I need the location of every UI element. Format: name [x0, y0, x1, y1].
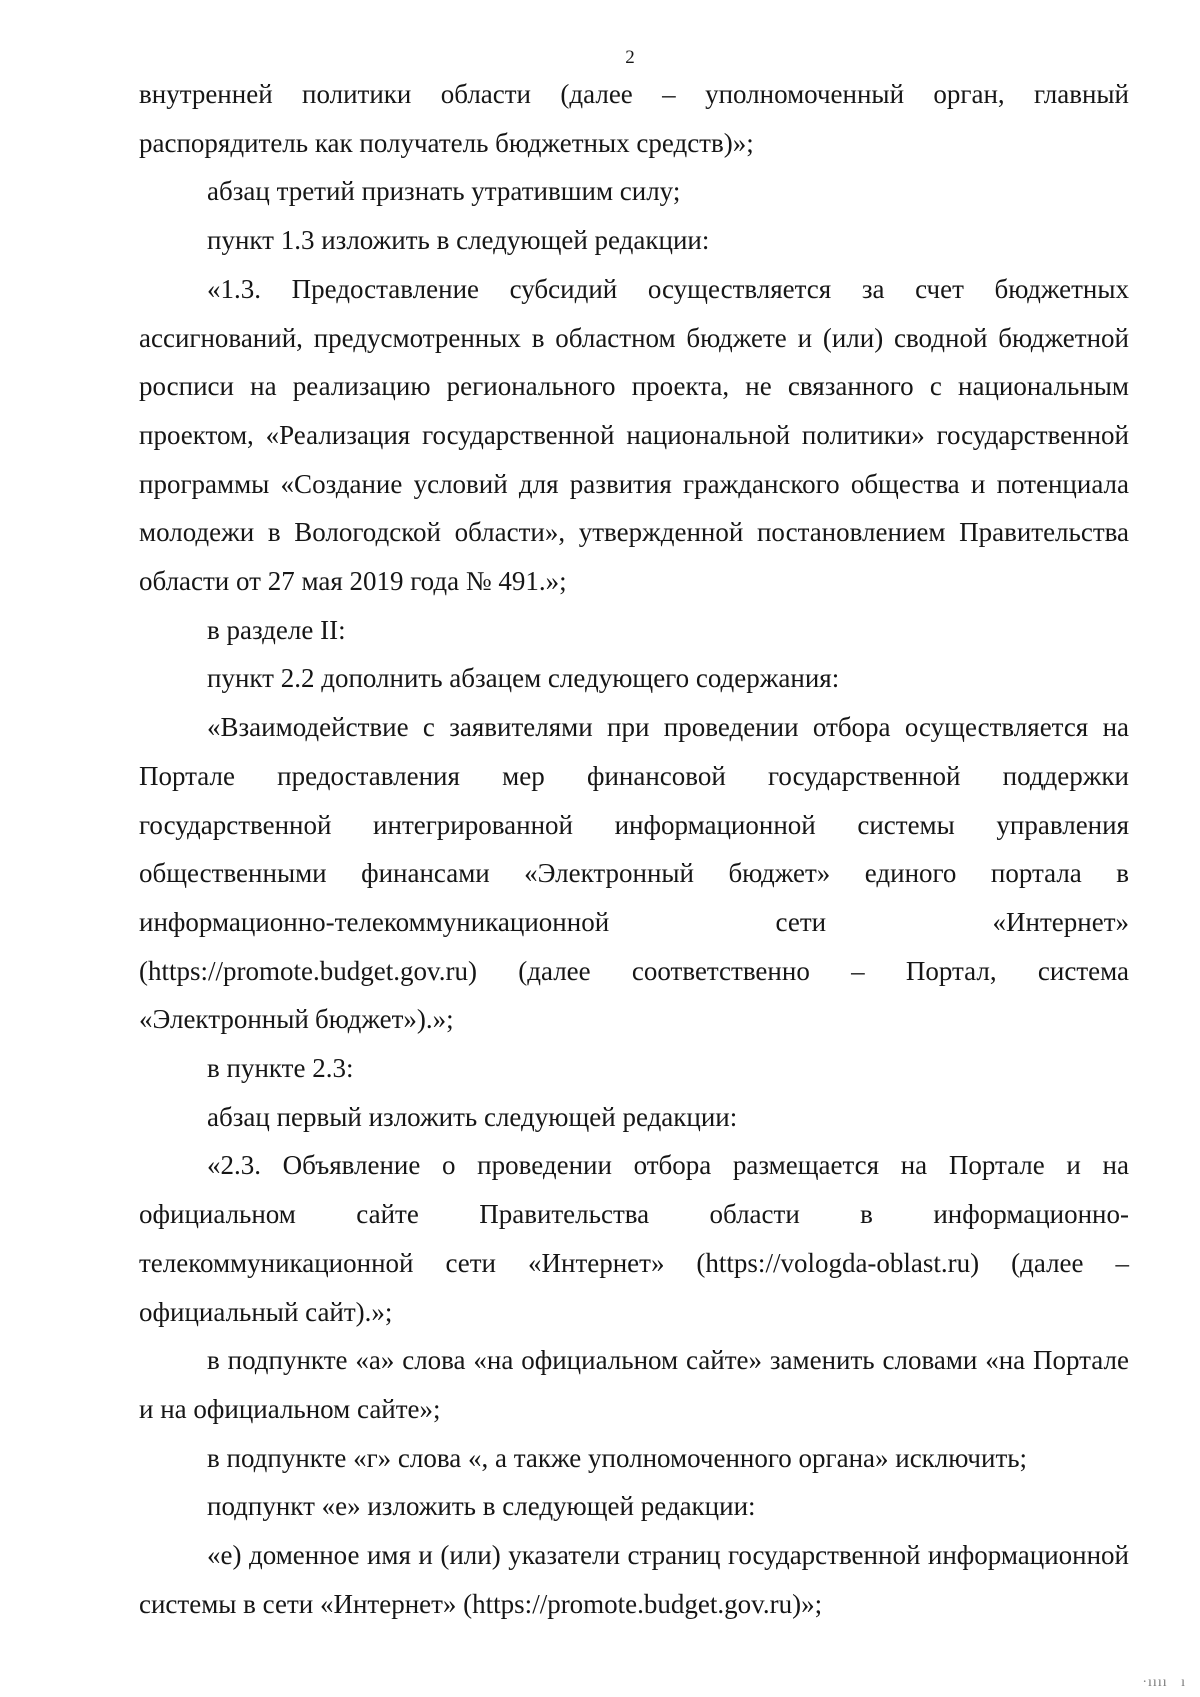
paragraph-podpunkt-e: подпункт «е» изложить в следующей редакции:: [207, 1491, 756, 1522]
scan-artifact-marks: ·ıııı ı: [1142, 1675, 1186, 1690]
paragraph-abzac-first: абзац первый изложить следующей редакции:: [207, 1101, 738, 1132]
paragraph-quote-2-2: «Взаимодействие с заявителями при проведении отбора осуществляется на Портале предоставления мер финансовой государственной поддержки государственной интегрированной информационной системы управления общественными финансами «Электронный бюджет» единого портала в информационно-телекоммуникационной сети «Интернет» (https://promote.budget.gov.ru) (далее соответственно – Портал, система «Электронный бюджет»).»;: [139, 712, 1129, 1035]
document-body: [139, 70, 1129, 1629]
paragraph-quote-1-3: «1.3. Предоставление субсидий осуществляется за счет бюджетных ассигнований, предусмотренных в областном бюджете и (или) сводной бюджетной росписи на реализацию регионального проекта, не связанного с национальным проектом, «Реализация государственной национальной политики» государственной программы «Создание условий для развития гражданского общества и потенциала молодежи в Вологодской области», утвержденной постановлением Правительства области от 27 мая 2019 года № 491.»;: [139, 273, 1129, 597]
paragraph-podpunkt-a: в подпункте «а» слова «на официальном сайте» заменить словами «на Портале и на официальном сайте»;: [139, 1345, 1129, 1424]
paragraph-continuation: внутренней политики области (далее – уполномоченный орган, главный распорядитель как получатель бюджетных средств)»;: [139, 79, 1129, 158]
page-number: 2: [625, 47, 635, 68]
paragraph-abzac-third: абзац третий признать утратившим силу;: [207, 176, 681, 207]
paragraph-podpunkt-g: в подпункте «г» слова «, а также уполномоченного органа» исключить;: [207, 1442, 1028, 1473]
paragraph-section-2: в разделе II:: [207, 614, 346, 645]
paragraph-quote-2-3-part1: «2.3. Объявление о проведении отбора размещается на Портале и на официальном сайте Правительства области в информационно-: [139, 1150, 1129, 1230]
paragraph-punkt-1-3: пункт 1.3 изложить в следующей редакции:: [207, 225, 710, 256]
paragraph-punkt-2-2: пункт 2.2 дополнить абзацем следующего содержания:: [207, 663, 840, 694]
paragraph-punkt-2-3: в пункте 2.3:: [207, 1053, 354, 1084]
paragraph-quote-2-3-part2: телекоммуникационной сети «Интернет» (https://vologda-oblast.ru) (далее – официальный сайт).»;: [139, 1247, 1129, 1327]
paragraph-quote-podpunkt-e: «е) доменное имя и (или) указатели страниц государственной информационной системы в сети «Интернет» (https://promote.budget.gov.ru)»;: [139, 1540, 1129, 1619]
